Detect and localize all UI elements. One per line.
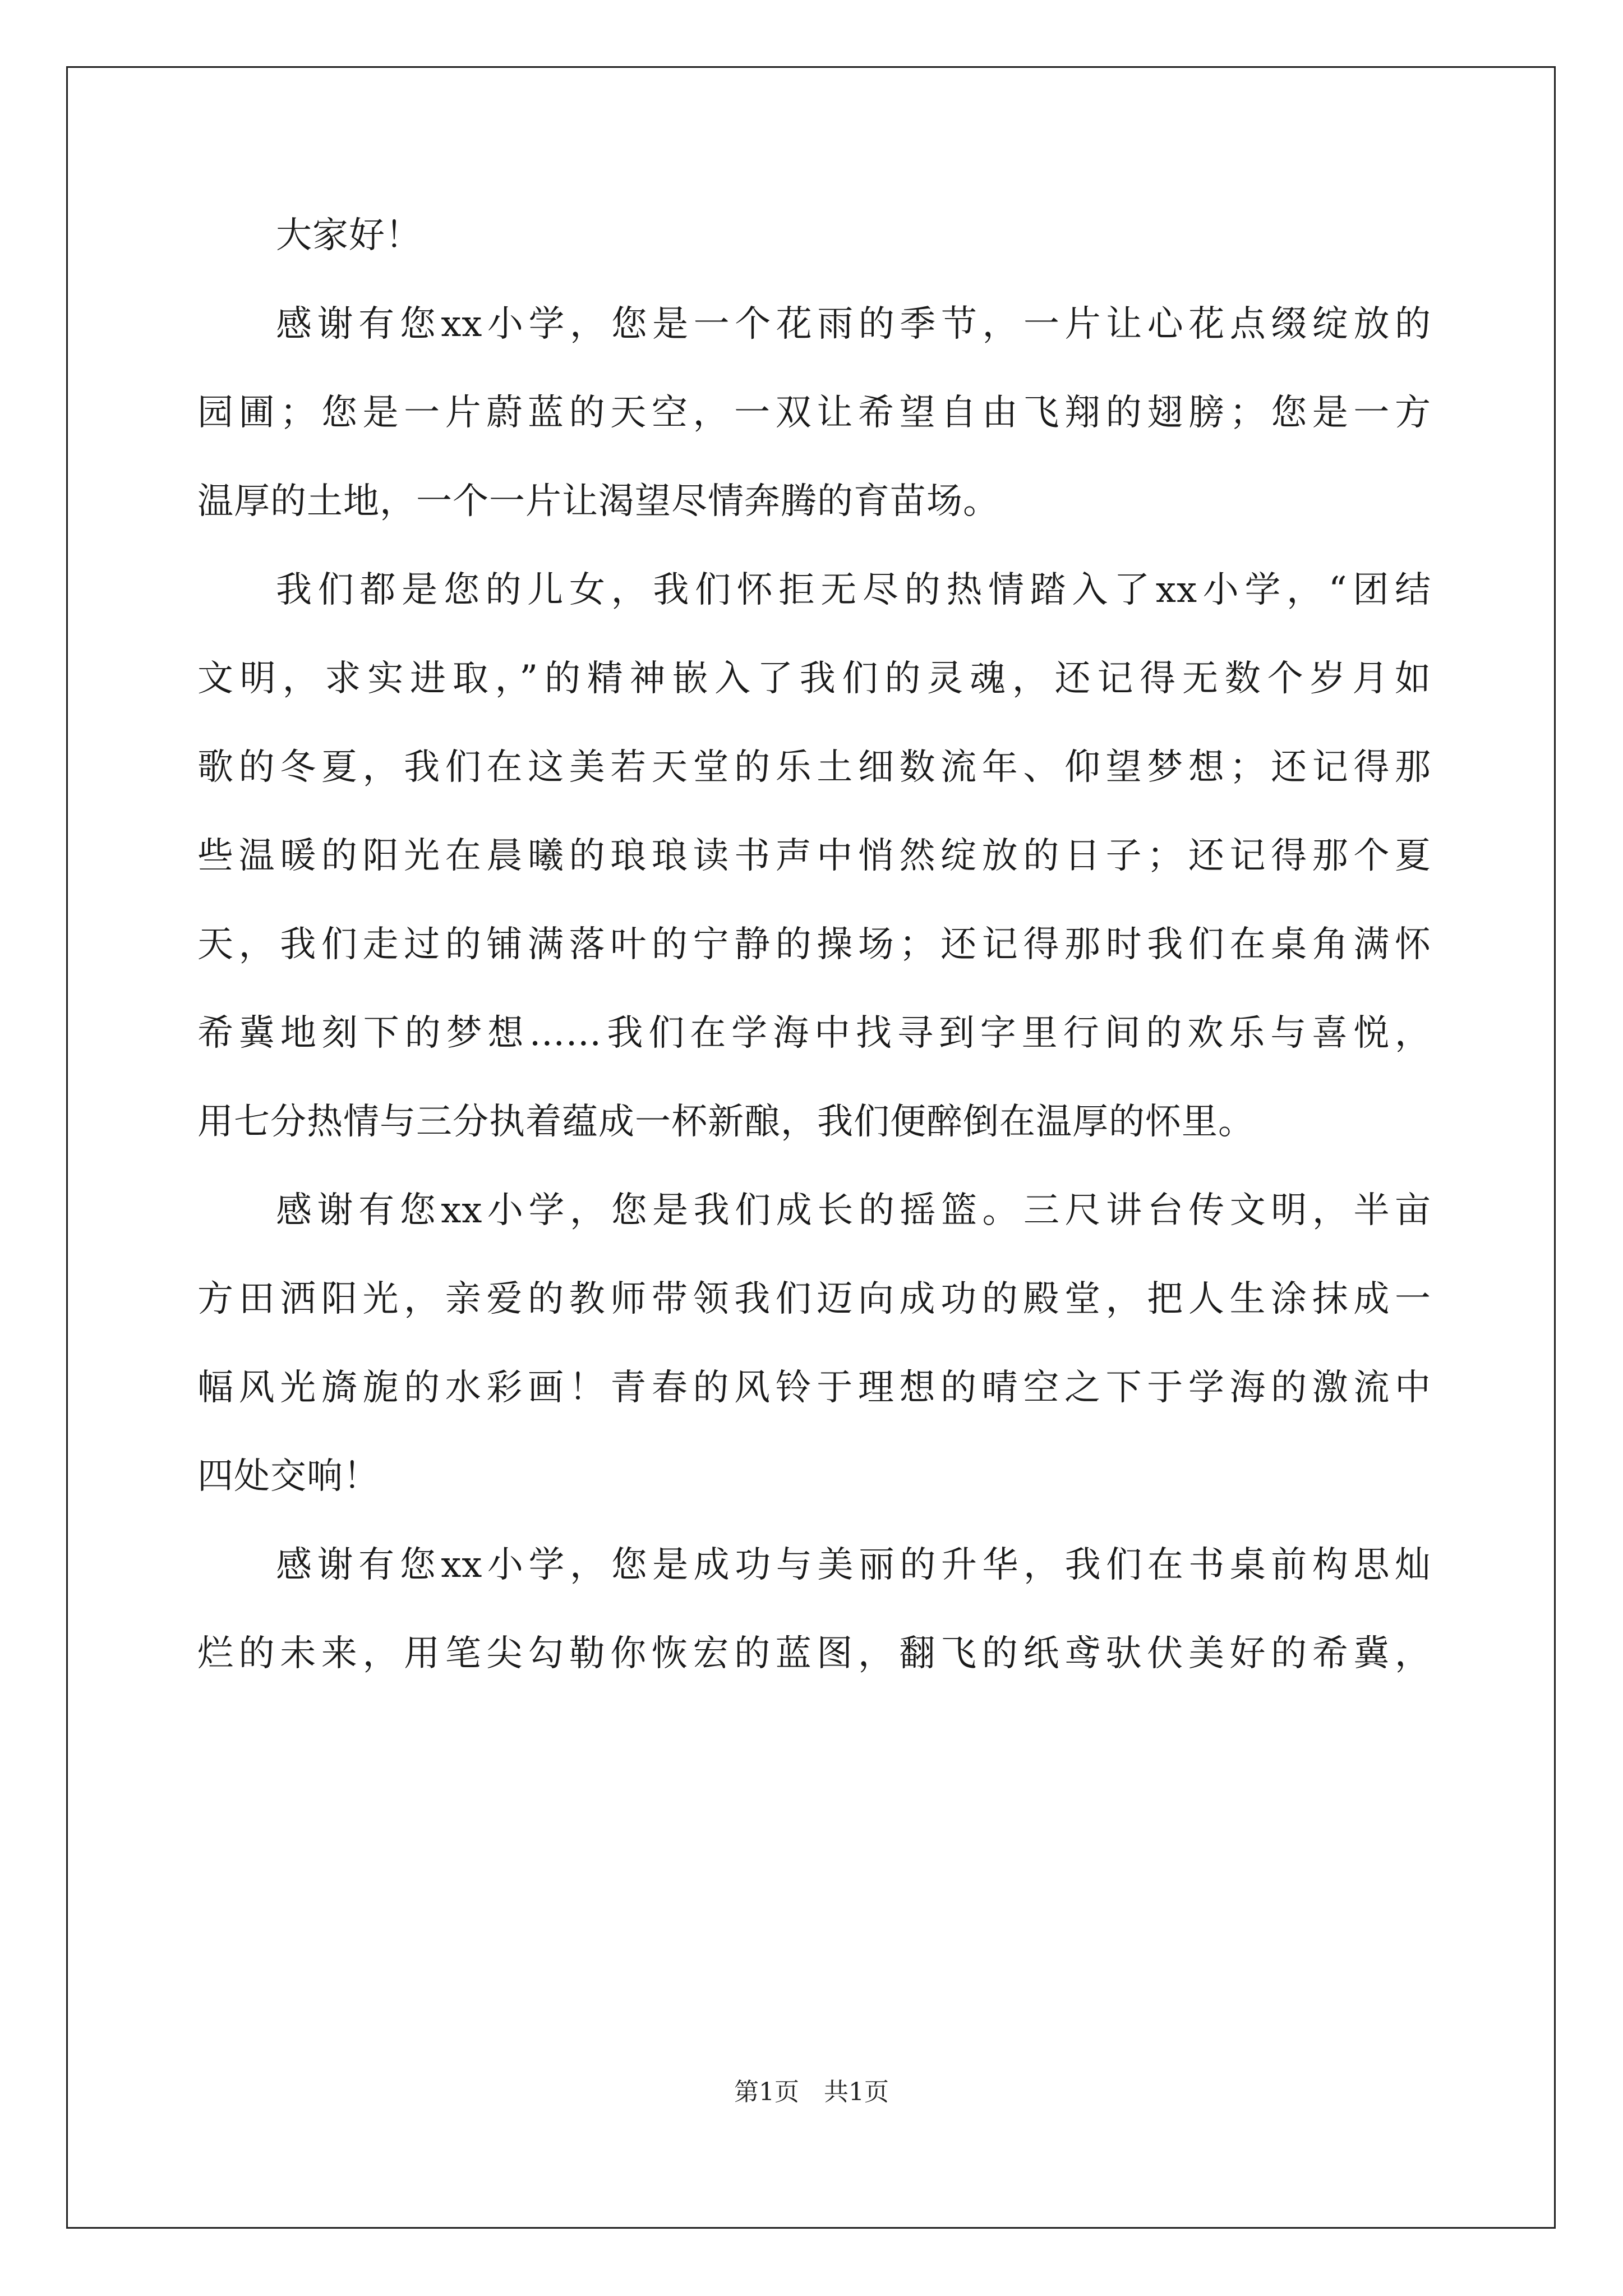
paragraph-2-line-5: 天，我们走过的铺满落叶的宁静的操场；还记得那时我们在桌角满怀 [197, 924, 1431, 965]
paragraph-1-line-3: 温厚的土地，一个一片让渴望尽情奔腾的育苗场。 [197, 481, 999, 522]
paragraph-2-line-4: 些温暖的阳光在晨曦的琅琅读书声中悄然绽放的日子；还记得那个夏 [197, 835, 1431, 877]
page-number-footer: 第1页 共1页 [734, 2078, 889, 2106]
paragraph-3-line-4: 四处交响！ [197, 1456, 380, 1497]
paragraph-1-line-1: 感谢有您xx小学，您是一个花雨的季节，一片让心花点缀绽放的 [276, 303, 1431, 345]
paragraph-2-line-6: 希冀地刻下的梦想……我们在学海中找寻到字里行间的欢乐与喜悦， [197, 1013, 1431, 1054]
paragraph-3-line-2: 方田洒阳光，亲爱的教师带领我们迈向成功的殿堂，把人生涂抹成一 [197, 1278, 1431, 1320]
paragraph-2-line-3: 歌的冬夏，我们在这美若天堂的乐土细数流年、仰望梦想；还记得那 [197, 747, 1431, 788]
paragraph-2-line-2: 文明，求实进取，”的精神嵌入了我们的灵魂，还记得无数个岁月如 [197, 658, 1431, 700]
paragraph-3-line-1: 感谢有您xx小学，您是我们成长的摇篮。三尺讲台传文明，半亩 [276, 1190, 1431, 1231]
greeting-line: 大家好！ [276, 215, 422, 256]
paragraph-3-line-3: 幅风光旖旎的水彩画！青春的风铃于理想的晴空之下于学海的激流中 [197, 1367, 1431, 1409]
paragraph-1-line-2: 园圃；您是一片蔚蓝的天空，一双让希望自由飞翔的翅膀；您是一方 [197, 392, 1431, 434]
paragraph-4-line-1: 感谢有您xx小学，您是成功与美丽的升华，我们在书桌前构思灿 [276, 1544, 1431, 1586]
paragraph-4-line-2: 烂的未来，用笔尖勾勒你恢宏的蓝图，翻飞的纸鸢驮伏美好的希冀， [197, 1633, 1431, 1674]
paragraph-2-line-1: 我们都是您的儿女，我们怀拒无尽的热情踏入了xx小学，“团结 [276, 569, 1431, 611]
paragraph-2-line-7: 用七分热情与三分执着蕴成一杯新酿，我们便醉倒在温厚的怀里。 [197, 1101, 1255, 1143]
